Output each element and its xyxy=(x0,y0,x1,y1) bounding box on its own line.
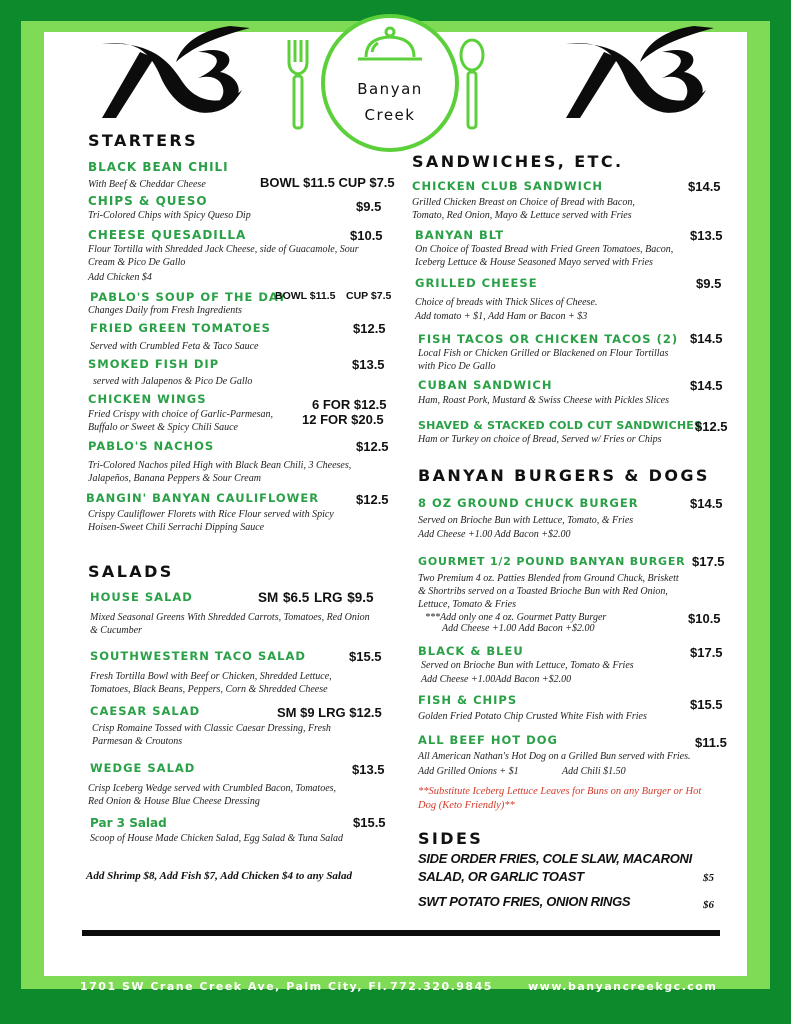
item-desc: Served on Brioche Bun with Lettuce, Tomato, & Fries xyxy=(418,515,634,526)
item-price: $14.5 xyxy=(690,331,723,346)
item-price: $12.5 xyxy=(695,419,728,434)
item-desc: With Beef & Cheddar Cheese xyxy=(88,179,206,190)
item-name: FISH TACOS OR CHICKEN TACOS (2) xyxy=(418,332,679,346)
item-extra: Add Cheese +1.00Add Bacon +$2.00 xyxy=(421,674,572,685)
item-name: CHICKEN CLUB SANDWICH xyxy=(412,179,604,193)
item-price: $9.5 xyxy=(696,276,722,291)
item-name: FISH & CHIPS xyxy=(418,693,518,707)
spoon-icon xyxy=(458,38,486,130)
item-name: FRIED GREEN TOMATOES xyxy=(90,321,271,335)
item-name: CAESAR SALAD xyxy=(90,704,201,718)
item-desc: served with Jalapenos & Pico De Gallo xyxy=(93,376,253,387)
item-name: PABLO'S NACHOS xyxy=(88,439,215,453)
item-price-cup: CUP $7.5 xyxy=(346,290,392,302)
item-desc: Mixed Seasonal Greens With Shredded Carrots, Tomatoes, Red Onion & Cucumber xyxy=(90,612,370,636)
item-extra: Add Grilled Onions + $1 xyxy=(418,766,519,777)
item-price: SM $9 LRG $12.5 xyxy=(277,705,382,720)
sandwiches-heading: SANDWICHES, ETC. xyxy=(412,152,624,171)
item-desc: On Choice of Toasted Bread with Fried Green Tomatoes, Bacon, Iceberg Lettuce & House Seasoned Mayo served with Fries xyxy=(415,244,674,268)
item-price: $12.5 xyxy=(356,439,389,454)
item-price: $14.5 xyxy=(690,378,723,393)
item-extra: ***Add only one 4 oz. Gourmet Patty Burger xyxy=(425,612,607,623)
item-price: $17.5 xyxy=(690,645,723,660)
item-desc: Crispy Cauliflower Florets with Rice Flour served with Spicy Hoisen-Sweet Chili Serrachi Dipping Sauce xyxy=(88,509,334,533)
keto-note: **Substitute Iceberg Lettuce Leaves for Buns on any Burger or Hot Dog (Keto Friendly)** xyxy=(418,786,702,811)
footer-website: www.banyancreekgc.com xyxy=(528,980,718,993)
item-desc: Tri-Colored Chips with Spicy Queso Dip xyxy=(88,210,251,221)
item-name: CHIPS & QUESO xyxy=(88,194,208,208)
item-name: WEDGE SALAD xyxy=(90,761,196,775)
restaurant-name-line1: Banyan xyxy=(357,80,423,98)
starters-heading: STARTERS xyxy=(88,131,199,150)
item-price: $10.5 xyxy=(350,228,383,243)
salad-addons: Add Shrimp $8, Add Fish $7, Add Chicken $4 to any Salad xyxy=(86,870,352,882)
item-desc: Fresh Tortilla Bowl with Beef or Chicken, Shredded Lettuce, Tomatoes, Black Beans, Peppers, Corn & Shredded Cheese xyxy=(90,671,332,695)
item-desc: Ham or Turkey on choice of Bread, Served w/ Fries or Chips xyxy=(418,434,662,445)
item-desc: Changes Daily from Fresh Ingredients xyxy=(88,305,242,316)
item-name: SOUTHWESTERN TACO SALAD xyxy=(90,649,306,663)
item-name: HOUSE SALAD xyxy=(90,590,193,604)
item-desc: Two Premium 4 oz. Patties Blended from Ground Chuck, Briskett & Shortribs served on a Toasted Brioche Bun with Red Onion, Lettuce, Tomato & Fries xyxy=(418,573,679,610)
item-extra: Add Chicken $4 xyxy=(88,272,152,283)
item-desc: Golden Fried Potato Chip Crusted White Fish with Fries xyxy=(418,711,647,722)
item-desc: Local Fish or Chicken Grilled or Blackened on Flour Tortillas with Pico De Gallo xyxy=(418,348,669,372)
item-desc: Crisp Romaine Tossed with Classic Caesar Dressing, Fresh Parmesan & Croutons xyxy=(92,723,331,747)
item-name: CUBAN SANDWICH xyxy=(418,378,553,392)
item-price: $15.5 xyxy=(353,815,386,830)
item-price: $13.5 xyxy=(690,228,723,243)
item-price: $13.5 xyxy=(352,357,385,372)
sides-price: $5 xyxy=(703,872,714,884)
item-price: $10.5 xyxy=(688,611,721,626)
sides-item: SIDE ORDER FRIES, COLE SLAW, MACARONI SALAD, OR GARLIC TOAST xyxy=(418,851,692,884)
sides-item: SWT POTATO FRIES, ONION RINGS xyxy=(418,894,631,909)
item-desc: Tri-Colored Nachos piled High with Black Bean Chili, 3 Cheeses, Jalapeños, Banana Peppers & Sour Cream xyxy=(88,460,352,484)
salads-heading: SALADS xyxy=(88,562,174,581)
item-desc: Scoop of House Made Chicken Salad, Egg Salad & Tuna Salad xyxy=(90,833,344,844)
item-price: $12.5 xyxy=(356,492,389,507)
item-name: SHAVED & STACKED COLD CUT SANDWICHES xyxy=(418,419,703,432)
item-name: CHICKEN WINGS xyxy=(88,392,207,406)
sides-heading: SIDES xyxy=(418,829,484,848)
item-name: BANGIN' BANYAN CAULIFLOWER xyxy=(86,491,320,505)
item-price: SM $6.5 LRG $9.5 xyxy=(258,590,374,605)
fork-icon xyxy=(286,38,310,130)
item-desc: Crisp Iceberg Wedge served with Crumbled Bacon, Tomatoes, Red Onion & House Blue Cheese Dressing xyxy=(88,783,337,807)
item-name: CHEESE QUESADILLA xyxy=(88,228,247,242)
item-desc: Served with Crumbled Feta & Taco Sauce xyxy=(90,341,259,352)
item-price: $15.5 xyxy=(690,697,723,712)
item-price: $13.5 xyxy=(352,762,385,777)
item-price: $17.5 xyxy=(692,554,725,569)
item-name: Par 3 Salad xyxy=(90,816,167,830)
item-price: $15.5 xyxy=(349,649,382,664)
item-price-line2: 12 FOR $20.5 xyxy=(302,412,384,427)
item-name: BLACK BEAN CHILI xyxy=(88,160,229,174)
item-price: $9.5 xyxy=(356,199,382,214)
item-desc: Flour Tortilla with Shredded Jack Cheese, side of Guacamole, Sour Cream & Pico De Gallo xyxy=(88,244,359,268)
item-extra: Add Chili $1.50 xyxy=(562,766,626,777)
item-extra: Add Cheese +1.00 Add Bacon +$2.00 xyxy=(442,623,595,634)
footer-address: 1701 SW Crane Creek Ave, Palm City, Fl. xyxy=(80,980,389,993)
restaurant-name-line2: Creek xyxy=(364,106,416,124)
item-name: BANYAN BLT xyxy=(415,228,505,242)
item-extra: Add tomato + $1, Add Ham or Bacon + $3 xyxy=(415,311,588,322)
item-desc: Fried Crispy with choice of Garlic-Parmesan, Buffalo or Sweet & Spicy Chili Sauce xyxy=(88,409,273,433)
item-desc: Choice of breads with Thick Slices of Cheese. xyxy=(415,297,598,308)
logo-right xyxy=(544,22,722,122)
logo-left xyxy=(80,22,258,122)
footer-phone: 772.320.9845 xyxy=(390,980,493,993)
item-name: SMOKED FISH DIP xyxy=(88,357,220,371)
item-price: BOWL $11.5 CUP $7.5 xyxy=(260,175,395,190)
item-price: $11.5 xyxy=(695,735,727,750)
item-price: $12.5 xyxy=(353,321,386,336)
item-desc: Served on Brioche Bun with Lettuce, Tomato & Fries xyxy=(421,660,634,671)
sides-price: $6 xyxy=(703,899,714,911)
item-desc: Grilled Chicken Breast on Choice of Bread with Bacon, Tomato, Red Onion, Mayo & Lettuce served with Fries xyxy=(412,197,635,221)
burgers-heading: BANYAN BURGERS & DOGS xyxy=(418,466,710,485)
item-name: 8 OZ GROUND CHUCK BURGER xyxy=(418,496,639,510)
item-name: GOURMET 1/2 POUND BANYAN BURGER xyxy=(418,555,686,568)
item-name: GRILLED CHEESE xyxy=(415,276,538,290)
bottom-divider xyxy=(82,930,720,936)
item-name: BLACK & BLEU xyxy=(418,644,524,658)
item-price: $14.5 xyxy=(688,179,721,194)
item-desc: All American Nathan's Hot Dog on a Grilled Bun served with Fries. xyxy=(418,751,691,762)
item-name: PABLO'S SOUP OF THE DAY xyxy=(90,290,288,304)
item-price: $14.5 xyxy=(690,496,723,511)
item-desc: Ham, Roast Pork, Mustard & Swiss Cheese with Pickles Slices xyxy=(418,395,669,406)
item-name: ALL BEEF HOT DOG xyxy=(418,733,558,747)
item-price-bowl: BOWL $11.5 xyxy=(275,290,336,302)
item-price-line1: 6 FOR $12.5 xyxy=(312,397,387,412)
item-extra: Add Cheese +1.00 Add Bacon +$2.00 xyxy=(418,529,571,540)
